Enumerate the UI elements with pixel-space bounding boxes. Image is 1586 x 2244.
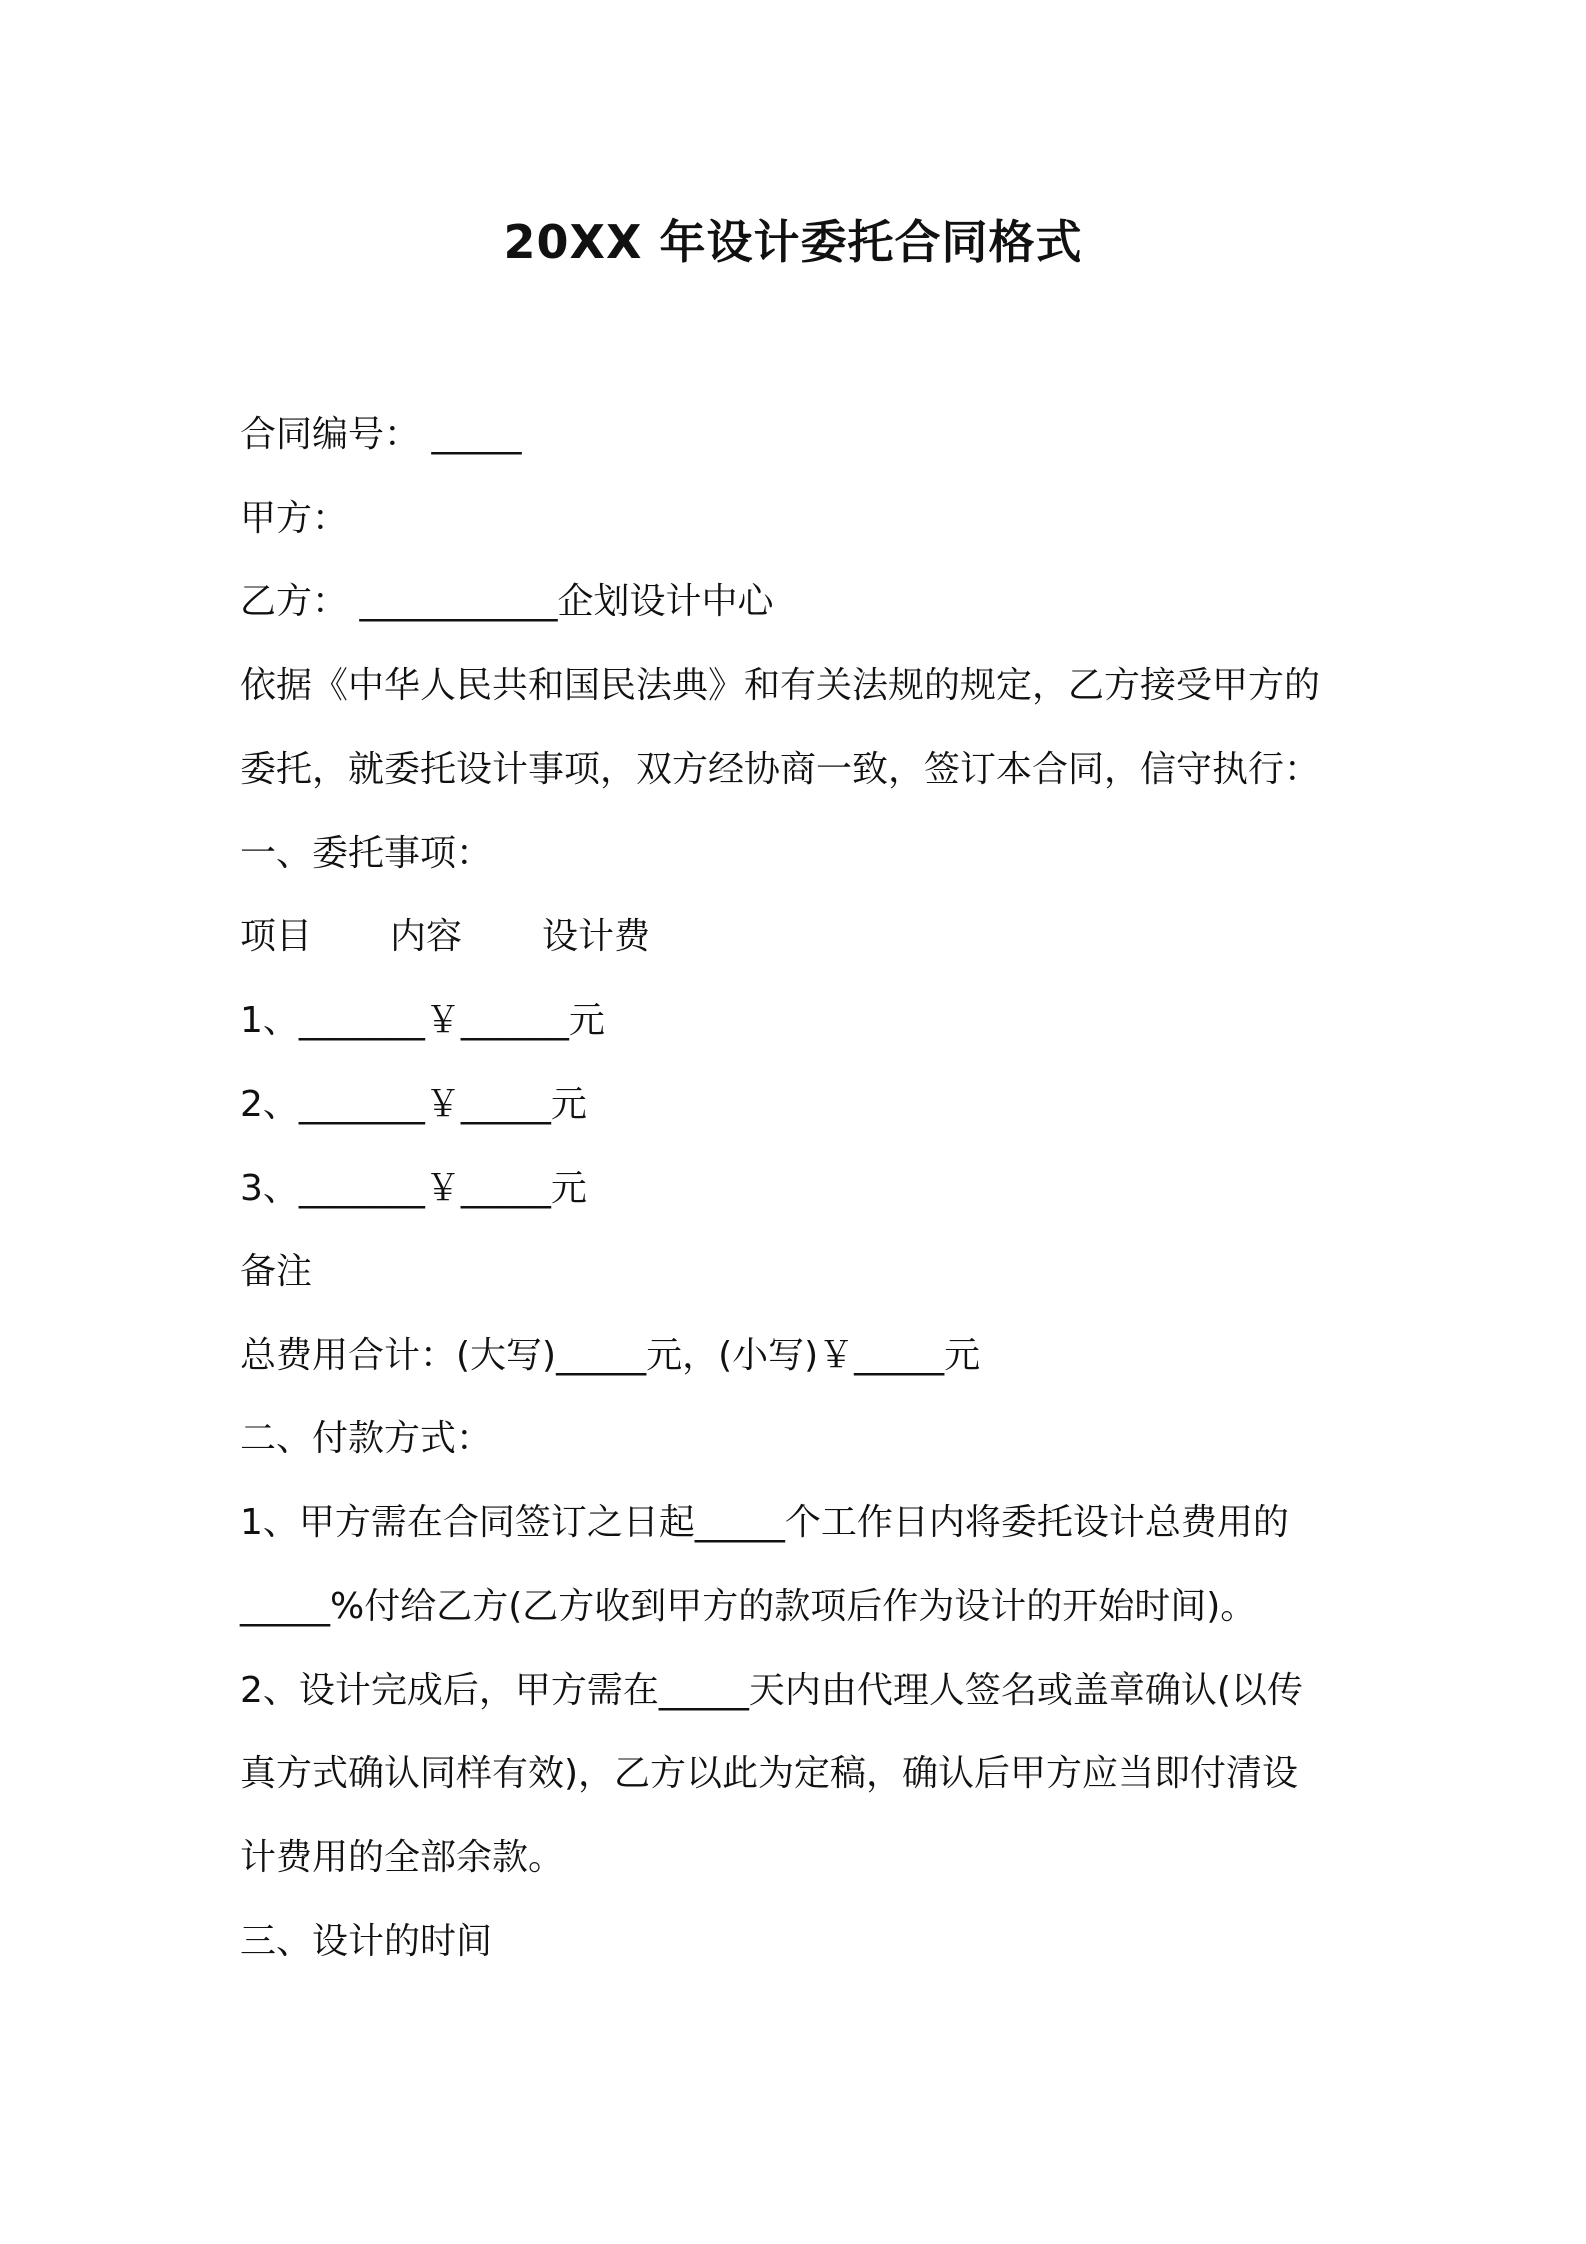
payment-clause-1-line-2: _____%付给乙方(乙方收到甲方的款项后作为设计的开始时间)。 bbox=[240, 1586, 1257, 1627]
fee-item: 3、_______￥_____元 bbox=[240, 1168, 587, 1209]
party-b-line: 乙方： ___________企划设计中心 bbox=[240, 581, 774, 622]
section-1-heading: 一、委托事项： bbox=[240, 833, 493, 874]
fee-table-header bbox=[240, 912, 1360, 962]
payment-clause-2-line-3: 计费用的全部余款。 bbox=[240, 1837, 565, 1878]
payment-clause-2-line-2: 真方式确认同样有效)，乙方以此为定稿，确认后甲方应当即付清设 bbox=[240, 1753, 1299, 1794]
fee-item: 1、_______￥______元 bbox=[240, 1000, 605, 1041]
contract-number-line: 合同编号： _____ bbox=[240, 414, 522, 455]
total-fee-line: 总费用合计：(大写)_____元，(小写)￥_____元 bbox=[240, 1335, 981, 1376]
preamble-line-1: 依据《中华人民共和国民法典》和有关法规的规定，乙方接受甲方的 bbox=[240, 665, 1321, 706]
section-2-heading: 二、付款方式： bbox=[240, 1418, 493, 1459]
preamble-line-2: 委托，就委托设计事项，双方经协商一致，签订本合同，信守执行： bbox=[240, 749, 1321, 790]
party-a-line: 甲方： bbox=[240, 498, 349, 539]
section-3-heading: 三、设计的时间 bbox=[240, 1921, 493, 1962]
fee-header-project: 项目 bbox=[240, 916, 313, 957]
fee-header-content: 内容 bbox=[390, 916, 463, 957]
payment-clause-2-line-1: 2、设计完成后，甲方需在_____天内由代理人签名或盖章确认(以传 bbox=[240, 1670, 1303, 1711]
document-title: 20XX 年设计委托合同格式 bbox=[503, 215, 1083, 269]
fee-header-fee: 设计费 bbox=[542, 916, 651, 957]
remark-label: 备注 bbox=[240, 1251, 313, 1292]
payment-clause-1-line-1: 1、甲方需在合同签订之日起_____个工作日内将委托设计总费用的 bbox=[240, 1502, 1289, 1543]
fee-item: 2、_______￥_____元 bbox=[240, 1084, 587, 1125]
